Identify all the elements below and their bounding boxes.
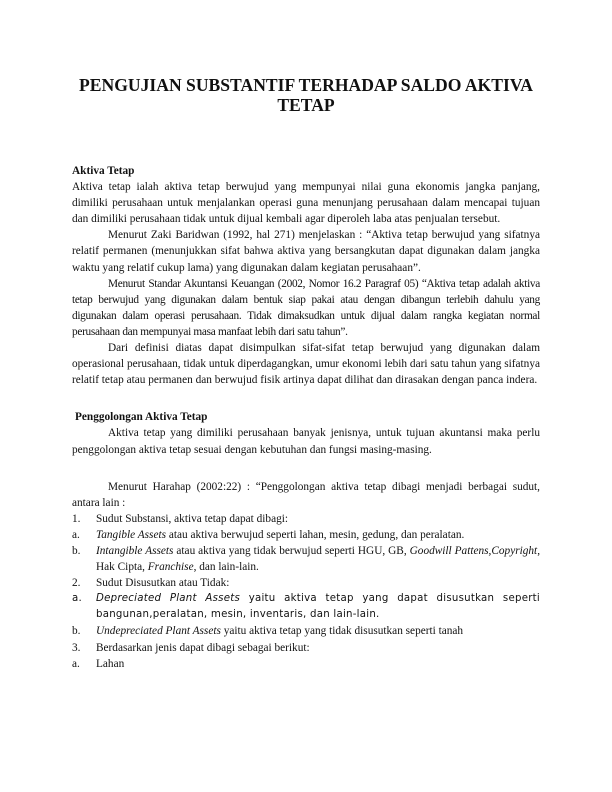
term-franchise: Franchise xyxy=(147,561,194,574)
list-text xyxy=(96,527,540,543)
paragraph-definition: Aktiva tetap ialah aktiva tetap berwujud yang mempunyai nilai guna ekonomis jangka panjang, dimiliki perusahaan untuk menjalankan operasi guna menunjang perusahaan dalam mencapai tujuan dan dimiliki perusahaan tidak untuk dijual kembali agar diperoleh laba atas penjualan tersebut. xyxy=(72,181,540,226)
list-item xyxy=(72,656,540,672)
list-item xyxy=(72,591,540,623)
list-text-rest: yaitu aktiva tetap yang tidak disusutkan seperti tanah xyxy=(220,625,464,638)
list-letter: a. xyxy=(72,657,80,670)
paragraph-conclusion: Dari definisi diatas dapat disimpulkan sifat-sifat tetap berwujud yang digunakan dalam operasional perusahaan, tidak untuk diperdagangkan, umur ekonomi lebih dari satu tahun yang sifatnya relatif tetap atau permanen dan berwujud fisik artinya dapat dilihat dan dirasakan dengan panca indera. xyxy=(72,342,540,387)
paragraph-penggolongan-intro: Aktiva tetap yang dimiliki perusahaan banyak jenisnya, untuk tujuan akuntansi maka perlu penggolongan aktiva tetap sesuai dengan kebutuhan dan fungsi masing-masing. xyxy=(72,427,540,456)
paragraph-harahap: Menurut Harahap (2002:22) : “Penggolongan aktiva tetap dibagi menjadi berbagai sudut, antara lain : xyxy=(72,480,540,509)
list-text: Berdasarkan jenis dapat dibagi sebagai berikut: xyxy=(96,641,310,654)
paragraph-sak: Menurut Standar Akuntansi Keuangan (2002, Nomor 16.2 Paragraf 05) “Aktiva tetap adalah aktiva tetap berwujud yang digunakan dalam bentuk siap pakai atau dengan dibangun terlebih dahulu yang digunakan dalam operasi perusahaan. Tidak dimaksudkan untuk dijual dalam rangka kegiatan normal perusahaan dan mempunyai masa manfaat lebih dari satu tahun”. xyxy=(72,277,540,338)
spacer xyxy=(72,388,540,409)
list-text-rest: , Hak Cipta, xyxy=(96,544,541,574)
section-heading-aktiva-tetap: Aktiva Tetap xyxy=(72,165,135,177)
list-letter: b. xyxy=(72,544,81,557)
list-number: 1. xyxy=(72,512,81,525)
list-item xyxy=(72,527,540,543)
list-text-rest: atau aktiva yang tidak berwujud seperti HGU, GB, xyxy=(173,544,410,557)
term-depreciated-plant-assets: Depreciated Plant Assets xyxy=(96,593,241,605)
list-item xyxy=(72,623,540,639)
term-tangible-assets: Tangible Assets xyxy=(96,528,166,541)
list-text: Sudut Disusutkan atau Tidak: xyxy=(96,577,230,590)
term-undepreciated-plant-assets: Undepreciated Plant Assets xyxy=(96,625,221,638)
list-text xyxy=(96,623,540,639)
list-item xyxy=(72,640,540,656)
document-body xyxy=(72,163,540,672)
list-item xyxy=(72,543,540,575)
spacer xyxy=(72,458,540,479)
list-text xyxy=(96,543,540,575)
section-heading-penggolongan: Penggolongan Aktiva Tetap xyxy=(75,411,208,424)
document-title: PENGUJIAN SUBSTANTIF TERHADAP SALDO AKTIVA TETAP xyxy=(79,75,533,115)
list-number: 2. xyxy=(72,577,81,590)
term-intangible-assets: Intangible Assets xyxy=(96,544,174,557)
list-text: Sudut Substansi, aktiva tetap dapat dibagi: xyxy=(96,512,289,525)
list-text-rest: yaitu aktiva tetap yang dapat disusutkan seperti bangunan,peralatan, mesin, inventaris, dan lain-lain. xyxy=(96,593,540,621)
list-item xyxy=(72,511,540,527)
list-text: Lahan xyxy=(96,657,125,670)
list-text-rest: , dan lain-lain. xyxy=(193,561,259,574)
list-text xyxy=(96,591,540,623)
list-item xyxy=(72,575,540,591)
list-letter: a. xyxy=(72,593,82,605)
list-text-rest: atau aktiva berwujud seperti lahan, mesin, gedung, dan peralatan. xyxy=(166,528,465,541)
list-number: 3. xyxy=(72,641,81,654)
list-letter: a. xyxy=(72,528,80,541)
list-letter: b. xyxy=(72,625,81,638)
term-goodwill: Goodwill Pattens,Copyright xyxy=(409,544,538,557)
paragraph-zaki-baridwan: Menurut Zaki Baridwan (1992, hal 271) menjelaskan : “Aktiva tetap berwujud yang sifatnya relatif permanen (menunjukkan sifat bahwa aktiva yang bersangkutan dapat digunakan dalam jangka waktu yang relatif cukup lama) yang digunakan dalam kegiatan perusahaan”. xyxy=(72,229,540,274)
